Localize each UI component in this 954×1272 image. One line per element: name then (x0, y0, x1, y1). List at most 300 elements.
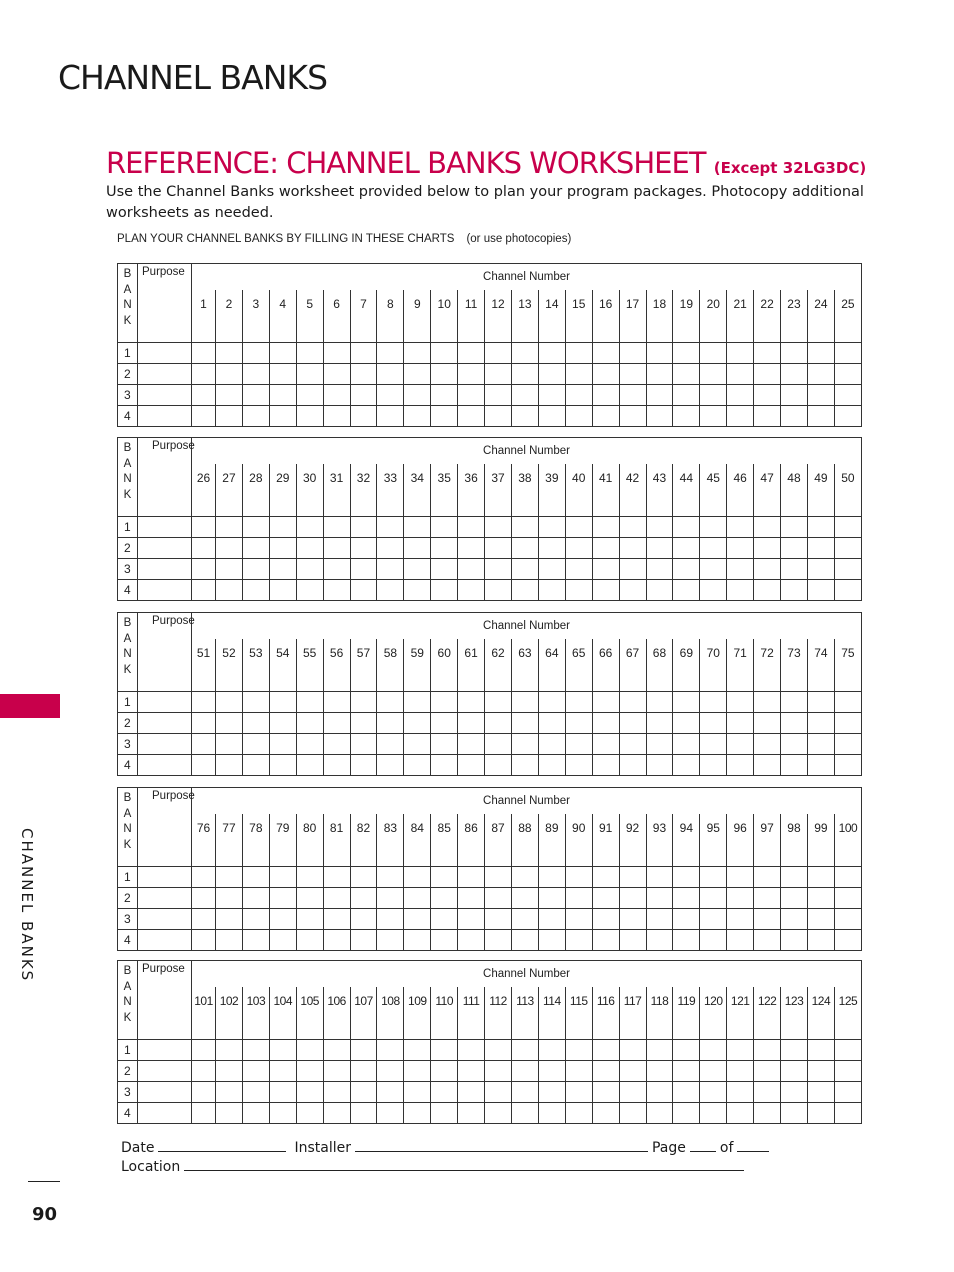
channel-entry-cell[interactable] (592, 558, 619, 579)
channel-entry-cell[interactable] (431, 733, 458, 754)
channel-entry-cell[interactable] (350, 516, 377, 537)
channel-entry-cell[interactable] (404, 908, 431, 929)
channel-entry-cell[interactable] (242, 866, 269, 887)
channel-entry-cell[interactable] (377, 1060, 404, 1081)
channel-entry-cell[interactable] (296, 866, 323, 887)
channel-entry-cell[interactable] (538, 1039, 565, 1060)
channel-entry-cell[interactable] (646, 558, 673, 579)
channel-entry-cell[interactable] (700, 558, 727, 579)
channel-entry-cell[interactable] (727, 537, 754, 558)
channel-entry-cell[interactable] (592, 342, 619, 363)
channel-entry-cell[interactable] (458, 1081, 485, 1102)
channel-entry-cell[interactable] (781, 1081, 808, 1102)
channel-entry-cell[interactable] (242, 908, 269, 929)
channel-entry-cell[interactable] (781, 516, 808, 537)
purpose-entry-cell[interactable] (138, 537, 192, 558)
channel-entry-cell[interactable] (538, 1102, 565, 1123)
channel-entry-cell[interactable] (377, 363, 404, 384)
channel-entry-cell[interactable] (834, 1081, 861, 1102)
channel-entry-cell[interactable] (192, 558, 216, 579)
channel-entry-cell[interactable] (511, 516, 538, 537)
channel-entry-cell[interactable] (673, 733, 700, 754)
channel-entry-cell[interactable] (511, 363, 538, 384)
channel-entry-cell[interactable] (700, 579, 727, 600)
channel-entry-cell[interactable] (485, 712, 512, 733)
channel-entry-cell[interactable] (216, 1102, 243, 1123)
channel-entry-cell[interactable] (377, 929, 404, 950)
channel-entry-cell[interactable] (619, 691, 646, 712)
channel-entry-cell[interactable] (619, 733, 646, 754)
channel-entry-cell[interactable] (323, 1039, 350, 1060)
purpose-entry-cell[interactable] (138, 1102, 192, 1123)
channel-entry-cell[interactable] (216, 1060, 243, 1081)
channel-entry-cell[interactable] (592, 887, 619, 908)
channel-entry-cell[interactable] (377, 733, 404, 754)
channel-entry-cell[interactable] (673, 1102, 700, 1123)
channel-entry-cell[interactable] (323, 405, 350, 426)
channel-entry-cell[interactable] (458, 1039, 485, 1060)
channel-entry-cell[interactable] (242, 342, 269, 363)
channel-entry-cell[interactable] (538, 733, 565, 754)
channel-entry-cell[interactable] (646, 579, 673, 600)
channel-entry-cell[interactable] (404, 516, 431, 537)
purpose-entry-cell[interactable] (138, 342, 192, 363)
channel-entry-cell[interactable] (646, 754, 673, 775)
channel-entry-cell[interactable] (458, 887, 485, 908)
channel-entry-cell[interactable] (458, 537, 485, 558)
channel-entry-cell[interactable] (216, 342, 243, 363)
channel-entry-cell[interactable] (538, 384, 565, 405)
channel-entry-cell[interactable] (350, 537, 377, 558)
channel-entry-cell[interactable] (834, 866, 861, 887)
channel-entry-cell[interactable] (592, 363, 619, 384)
channel-entry-cell[interactable] (538, 558, 565, 579)
channel-entry-cell[interactable] (727, 908, 754, 929)
channel-entry-cell[interactable] (673, 363, 700, 384)
channel-entry-cell[interactable] (619, 537, 646, 558)
channel-entry-cell[interactable] (269, 691, 296, 712)
channel-entry-cell[interactable] (807, 908, 834, 929)
purpose-entry-cell[interactable] (138, 908, 192, 929)
channel-entry-cell[interactable] (727, 516, 754, 537)
channel-entry-cell[interactable] (350, 1039, 377, 1060)
channel-entry-cell[interactable] (242, 405, 269, 426)
channel-entry-cell[interactable] (834, 712, 861, 733)
channel-entry-cell[interactable] (269, 712, 296, 733)
channel-entry-cell[interactable] (565, 754, 592, 775)
channel-entry-cell[interactable] (404, 579, 431, 600)
channel-entry-cell[interactable] (323, 363, 350, 384)
purpose-entry-cell[interactable] (138, 363, 192, 384)
channel-entry-cell[interactable] (565, 1081, 592, 1102)
channel-entry-cell[interactable] (646, 1102, 673, 1123)
channel-entry-cell[interactable] (242, 929, 269, 950)
channel-entry-cell[interactable] (807, 866, 834, 887)
channel-entry-cell[interactable] (242, 691, 269, 712)
channel-entry-cell[interactable] (807, 384, 834, 405)
channel-entry-cell[interactable] (781, 537, 808, 558)
channel-entry-cell[interactable] (807, 887, 834, 908)
channel-entry-cell[interactable] (673, 1060, 700, 1081)
channel-entry-cell[interactable] (673, 754, 700, 775)
purpose-entry-cell[interactable] (138, 1060, 192, 1081)
channel-entry-cell[interactable] (592, 384, 619, 405)
channel-entry-cell[interactable] (404, 887, 431, 908)
channel-entry-cell[interactable] (565, 537, 592, 558)
channel-entry-cell[interactable] (592, 1060, 619, 1081)
channel-entry-cell[interactable] (538, 866, 565, 887)
channel-entry-cell[interactable] (404, 405, 431, 426)
channel-entry-cell[interactable] (404, 1102, 431, 1123)
purpose-entry-cell[interactable] (138, 384, 192, 405)
channel-entry-cell[interactable] (565, 1039, 592, 1060)
channel-entry-cell[interactable] (269, 516, 296, 537)
channel-entry-cell[interactable] (646, 908, 673, 929)
channel-entry-cell[interactable] (192, 929, 216, 950)
channel-entry-cell[interactable] (485, 1039, 512, 1060)
channel-entry-cell[interactable] (807, 405, 834, 426)
channel-entry-cell[interactable] (565, 733, 592, 754)
channel-entry-cell[interactable] (404, 712, 431, 733)
channel-entry-cell[interactable] (592, 691, 619, 712)
channel-entry-cell[interactable] (511, 1039, 538, 1060)
channel-entry-cell[interactable] (834, 733, 861, 754)
channel-entry-cell[interactable] (242, 579, 269, 600)
channel-entry-cell[interactable] (511, 1060, 538, 1081)
channel-entry-cell[interactable] (807, 1081, 834, 1102)
channel-entry-cell[interactable] (807, 558, 834, 579)
channel-entry-cell[interactable] (754, 1102, 781, 1123)
channel-entry-cell[interactable] (834, 342, 861, 363)
channel-entry-cell[interactable] (242, 1081, 269, 1102)
channel-entry-cell[interactable] (511, 691, 538, 712)
channel-entry-cell[interactable] (242, 754, 269, 775)
channel-entry-cell[interactable] (350, 887, 377, 908)
channel-entry-cell[interactable] (807, 733, 834, 754)
channel-entry-cell[interactable] (700, 908, 727, 929)
channel-entry-cell[interactable] (192, 733, 216, 754)
channel-entry-cell[interactable] (511, 405, 538, 426)
channel-entry-cell[interactable] (673, 691, 700, 712)
channel-entry-cell[interactable] (296, 516, 323, 537)
channel-entry-cell[interactable] (673, 384, 700, 405)
channel-entry-cell[interactable] (619, 384, 646, 405)
channel-entry-cell[interactable] (538, 712, 565, 733)
channel-entry-cell[interactable] (216, 579, 243, 600)
channel-entry-cell[interactable] (431, 1039, 458, 1060)
channel-entry-cell[interactable] (350, 558, 377, 579)
channel-entry-cell[interactable] (350, 1081, 377, 1102)
channel-entry-cell[interactable] (377, 1081, 404, 1102)
channel-entry-cell[interactable] (538, 405, 565, 426)
channel-entry-cell[interactable] (485, 1060, 512, 1081)
channel-entry-cell[interactable] (192, 1039, 216, 1060)
channel-entry-cell[interactable] (565, 691, 592, 712)
installer-field[interactable] (355, 1138, 648, 1152)
channel-entry-cell[interactable] (431, 866, 458, 887)
channel-entry-cell[interactable] (377, 384, 404, 405)
channel-entry-cell[interactable] (323, 558, 350, 579)
channel-entry-cell[interactable] (565, 342, 592, 363)
channel-entry-cell[interactable] (834, 537, 861, 558)
channel-entry-cell[interactable] (350, 754, 377, 775)
channel-entry-cell[interactable] (269, 887, 296, 908)
channel-entry-cell[interactable] (458, 1060, 485, 1081)
channel-entry-cell[interactable] (216, 537, 243, 558)
channel-entry-cell[interactable] (619, 405, 646, 426)
channel-entry-cell[interactable] (727, 733, 754, 754)
channel-entry-cell[interactable] (565, 1060, 592, 1081)
channel-entry-cell[interactable] (404, 384, 431, 405)
channel-entry-cell[interactable] (834, 1039, 861, 1060)
channel-entry-cell[interactable] (619, 516, 646, 537)
channel-entry-cell[interactable] (216, 363, 243, 384)
channel-entry-cell[interactable] (242, 712, 269, 733)
channel-entry-cell[interactable] (216, 712, 243, 733)
channel-entry-cell[interactable] (404, 342, 431, 363)
channel-entry-cell[interactable] (216, 1081, 243, 1102)
purpose-entry-cell[interactable] (138, 866, 192, 887)
channel-entry-cell[interactable] (377, 516, 404, 537)
channel-entry-cell[interactable] (377, 908, 404, 929)
channel-entry-cell[interactable] (754, 908, 781, 929)
channel-entry-cell[interactable] (700, 929, 727, 950)
channel-entry-cell[interactable] (700, 691, 727, 712)
channel-entry-cell[interactable] (323, 733, 350, 754)
channel-entry-cell[interactable] (834, 691, 861, 712)
channel-entry-cell[interactable] (323, 579, 350, 600)
channel-entry-cell[interactable] (754, 929, 781, 950)
channel-entry-cell[interactable] (646, 384, 673, 405)
channel-entry-cell[interactable] (807, 579, 834, 600)
channel-entry-cell[interactable] (592, 537, 619, 558)
channel-entry-cell[interactable] (673, 405, 700, 426)
channel-entry-cell[interactable] (323, 537, 350, 558)
channel-entry-cell[interactable] (511, 558, 538, 579)
channel-entry-cell[interactable] (216, 929, 243, 950)
channel-entry-cell[interactable] (646, 866, 673, 887)
channel-entry-cell[interactable] (242, 887, 269, 908)
channel-entry-cell[interactable] (727, 363, 754, 384)
channel-entry-cell[interactable] (592, 1081, 619, 1102)
channel-entry-cell[interactable] (511, 579, 538, 600)
channel-entry-cell[interactable] (592, 405, 619, 426)
channel-entry-cell[interactable] (242, 1039, 269, 1060)
channel-entry-cell[interactable] (646, 887, 673, 908)
channel-entry-cell[interactable] (565, 1102, 592, 1123)
channel-entry-cell[interactable] (192, 384, 216, 405)
channel-entry-cell[interactable] (296, 405, 323, 426)
channel-entry-cell[interactable] (431, 691, 458, 712)
channel-entry-cell[interactable] (269, 363, 296, 384)
channel-entry-cell[interactable] (619, 1039, 646, 1060)
channel-entry-cell[interactable] (565, 516, 592, 537)
channel-entry-cell[interactable] (834, 363, 861, 384)
channel-entry-cell[interactable] (781, 1060, 808, 1081)
channel-entry-cell[interactable] (485, 754, 512, 775)
channel-entry-cell[interactable] (538, 1060, 565, 1081)
channel-entry-cell[interactable] (431, 342, 458, 363)
channel-entry-cell[interactable] (727, 579, 754, 600)
channel-entry-cell[interactable] (592, 908, 619, 929)
purpose-entry-cell[interactable] (138, 579, 192, 600)
channel-entry-cell[interactable] (350, 363, 377, 384)
channel-entry-cell[interactable] (242, 1060, 269, 1081)
channel-entry-cell[interactable] (619, 342, 646, 363)
channel-entry-cell[interactable] (269, 384, 296, 405)
channel-entry-cell[interactable] (781, 384, 808, 405)
channel-entry-cell[interactable] (323, 516, 350, 537)
channel-entry-cell[interactable] (565, 929, 592, 950)
channel-entry-cell[interactable] (754, 887, 781, 908)
channel-entry-cell[interactable] (404, 866, 431, 887)
channel-entry-cell[interactable] (192, 866, 216, 887)
channel-entry-cell[interactable] (727, 1081, 754, 1102)
channel-entry-cell[interactable] (485, 691, 512, 712)
channel-entry-cell[interactable] (592, 1102, 619, 1123)
channel-entry-cell[interactable] (754, 754, 781, 775)
channel-entry-cell[interactable] (673, 1039, 700, 1060)
channel-entry-cell[interactable] (377, 342, 404, 363)
channel-entry-cell[interactable] (458, 929, 485, 950)
channel-entry-cell[interactable] (323, 1060, 350, 1081)
channel-entry-cell[interactable] (538, 1081, 565, 1102)
channel-entry-cell[interactable] (592, 579, 619, 600)
channel-entry-cell[interactable] (754, 558, 781, 579)
channel-entry-cell[interactable] (485, 1102, 512, 1123)
channel-entry-cell[interactable] (404, 558, 431, 579)
channel-entry-cell[interactable] (538, 342, 565, 363)
channel-entry-cell[interactable] (646, 1039, 673, 1060)
channel-entry-cell[interactable] (485, 929, 512, 950)
channel-entry-cell[interactable] (781, 1102, 808, 1123)
channel-entry-cell[interactable] (350, 929, 377, 950)
channel-entry-cell[interactable] (646, 691, 673, 712)
purpose-entry-cell[interactable] (138, 733, 192, 754)
channel-entry-cell[interactable] (592, 929, 619, 950)
channel-entry-cell[interactable] (754, 1060, 781, 1081)
channel-entry-cell[interactable] (296, 1039, 323, 1060)
channel-entry-cell[interactable] (700, 405, 727, 426)
channel-entry-cell[interactable] (296, 754, 323, 775)
channel-entry-cell[interactable] (216, 384, 243, 405)
channel-entry-cell[interactable] (269, 733, 296, 754)
channel-entry-cell[interactable] (700, 1039, 727, 1060)
channel-entry-cell[interactable] (296, 579, 323, 600)
channel-entry-cell[interactable] (538, 516, 565, 537)
channel-entry-cell[interactable] (834, 579, 861, 600)
channel-entry-cell[interactable] (377, 754, 404, 775)
channel-entry-cell[interactable] (404, 1039, 431, 1060)
channel-entry-cell[interactable] (296, 363, 323, 384)
channel-entry-cell[interactable] (242, 537, 269, 558)
channel-entry-cell[interactable] (807, 537, 834, 558)
channel-entry-cell[interactable] (754, 342, 781, 363)
channel-entry-cell[interactable] (192, 1102, 216, 1123)
channel-entry-cell[interactable] (511, 1081, 538, 1102)
channel-entry-cell[interactable] (781, 363, 808, 384)
channel-entry-cell[interactable] (834, 887, 861, 908)
channel-entry-cell[interactable] (458, 1102, 485, 1123)
channel-entry-cell[interactable] (269, 866, 296, 887)
channel-entry-cell[interactable] (673, 712, 700, 733)
channel-entry-cell[interactable] (296, 908, 323, 929)
channel-entry-cell[interactable] (216, 754, 243, 775)
channel-entry-cell[interactable] (673, 1081, 700, 1102)
channel-entry-cell[interactable] (323, 866, 350, 887)
channel-entry-cell[interactable] (754, 516, 781, 537)
channel-entry-cell[interactable] (754, 405, 781, 426)
channel-entry-cell[interactable] (458, 384, 485, 405)
channel-entry-cell[interactable] (216, 516, 243, 537)
channel-entry-cell[interactable] (646, 342, 673, 363)
channel-entry-cell[interactable] (216, 866, 243, 887)
channel-entry-cell[interactable] (296, 537, 323, 558)
channel-entry-cell[interactable] (781, 558, 808, 579)
channel-entry-cell[interactable] (619, 1081, 646, 1102)
channel-entry-cell[interactable] (565, 866, 592, 887)
channel-entry-cell[interactable] (700, 1102, 727, 1123)
channel-entry-cell[interactable] (565, 558, 592, 579)
channel-entry-cell[interactable] (807, 712, 834, 733)
channel-entry-cell[interactable] (754, 537, 781, 558)
channel-entry-cell[interactable] (431, 712, 458, 733)
channel-entry-cell[interactable] (673, 558, 700, 579)
channel-entry-cell[interactable] (834, 908, 861, 929)
channel-entry-cell[interactable] (700, 712, 727, 733)
channel-entry-cell[interactable] (565, 908, 592, 929)
channel-entry-cell[interactable] (646, 929, 673, 950)
channel-entry-cell[interactable] (458, 691, 485, 712)
channel-entry-cell[interactable] (727, 342, 754, 363)
channel-entry-cell[interactable] (538, 691, 565, 712)
channel-entry-cell[interactable] (673, 929, 700, 950)
channel-entry-cell[interactable] (807, 516, 834, 537)
channel-entry-cell[interactable] (431, 558, 458, 579)
channel-entry-cell[interactable] (192, 405, 216, 426)
channel-entry-cell[interactable] (350, 908, 377, 929)
channel-entry-cell[interactable] (350, 712, 377, 733)
channel-entry-cell[interactable] (323, 342, 350, 363)
channel-entry-cell[interactable] (192, 908, 216, 929)
channel-entry-cell[interactable] (592, 1039, 619, 1060)
channel-entry-cell[interactable] (242, 384, 269, 405)
channel-entry-cell[interactable] (377, 1039, 404, 1060)
channel-entry-cell[interactable] (538, 579, 565, 600)
channel-entry-cell[interactable] (431, 887, 458, 908)
channel-entry-cell[interactable] (242, 733, 269, 754)
channel-entry-cell[interactable] (754, 363, 781, 384)
channel-entry-cell[interactable] (727, 691, 754, 712)
channel-entry-cell[interactable] (781, 579, 808, 600)
channel-entry-cell[interactable] (538, 537, 565, 558)
channel-entry-cell[interactable] (458, 558, 485, 579)
channel-entry-cell[interactable] (431, 537, 458, 558)
channel-entry-cell[interactable] (646, 516, 673, 537)
channel-entry-cell[interactable] (781, 733, 808, 754)
channel-entry-cell[interactable] (377, 691, 404, 712)
channel-entry-cell[interactable] (377, 866, 404, 887)
channel-entry-cell[interactable] (834, 754, 861, 775)
channel-entry-cell[interactable] (619, 908, 646, 929)
channel-entry-cell[interactable] (727, 929, 754, 950)
channel-entry-cell[interactable] (807, 754, 834, 775)
channel-entry-cell[interactable] (216, 405, 243, 426)
channel-entry-cell[interactable] (296, 887, 323, 908)
channel-entry-cell[interactable] (619, 712, 646, 733)
channel-entry-cell[interactable] (458, 342, 485, 363)
channel-entry-cell[interactable] (565, 887, 592, 908)
